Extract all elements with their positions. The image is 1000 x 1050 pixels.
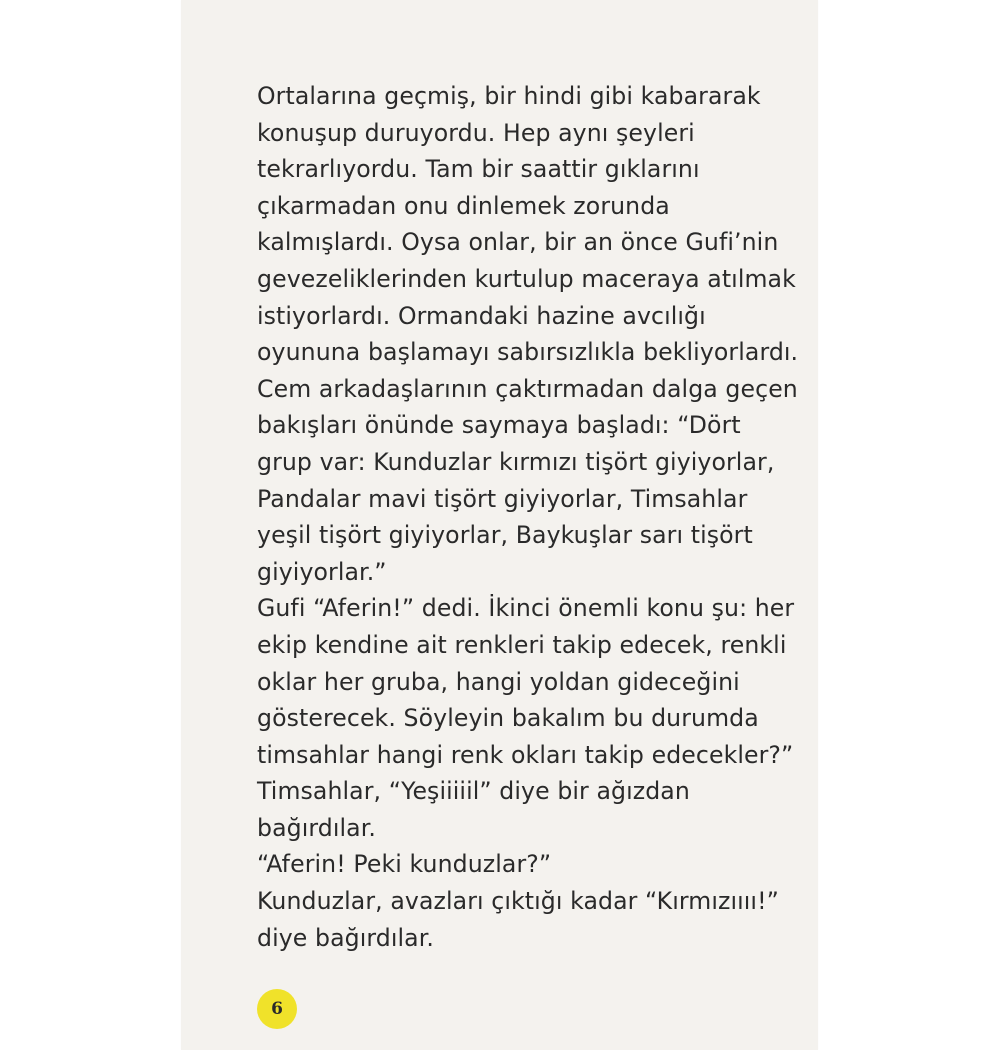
page-number: 6 (271, 999, 283, 1019)
body-text (257, 78, 817, 956)
text-line: grup var: Kunduzlar kırmızı tişört giyiyorlar, (257, 447, 775, 476)
page-number-badge (257, 989, 297, 1029)
text-line: Gufi “Aferin!” dedi. İkinci önemli konu şu: her (257, 594, 795, 623)
text-line: gösterecek. Söyleyin bakalım bu durumda (257, 704, 759, 733)
text-line: tekrarlıyordu. Tam bir saattir gıklarını (257, 155, 700, 184)
text-line: diye bağırdılar. (257, 923, 434, 952)
text-line: istiyorlardı. Ormandaki hazine avcılığı (257, 301, 706, 330)
text-line: bakışları önünde saymaya başladı: “Dört (257, 411, 741, 440)
text-line: Pandalar mavi tişört giyiyorlar, Timsahlar (257, 484, 748, 513)
text-line: Cem arkadaşlarının çaktırmadan dalga geçen (257, 374, 798, 403)
text-line: oyununa başlamayı sabırsızlıkla bekliyorlardı. (257, 338, 799, 367)
text-line: Kunduzlar, avazları çıktığı kadar “Kırmızıııı!” (257, 887, 779, 916)
text-line: yeşil tişört giyiyorlar, Baykuşlar sarı tişört (257, 521, 753, 550)
text-line: çıkarmadan onu dinlemek zorunda (257, 191, 670, 220)
text-line: Ortalarına geçmiş, bir hindi gibi kabararak (257, 82, 761, 110)
text-line: oklar her gruba, hangi yoldan gideceğini (257, 667, 740, 696)
text-line: giyiyorlar.” (257, 557, 387, 586)
text-line: Timsahlar, “Yeşiiiiil” diye bir ağızdan (257, 777, 690, 806)
text-line: kalmışlardı. Oysa onlar, bir an önce Gufi’nin (257, 228, 779, 257)
text-line: gevezeliklerinden kurtulup maceraya atılmak (257, 264, 796, 293)
text-line: ekip kendine ait renkleri takip edecek, renkli (257, 630, 787, 659)
text-line: bağırdılar. (257, 813, 376, 842)
book-page (181, 0, 818, 1050)
text-line: “Aferin! Peki kunduzlar?” (257, 850, 552, 879)
text-line: konuşup duruyordu. Hep aynı şeyleri (257, 118, 695, 147)
text-line: timsahlar hangi renk okları takip edecekler?” (257, 740, 794, 769)
